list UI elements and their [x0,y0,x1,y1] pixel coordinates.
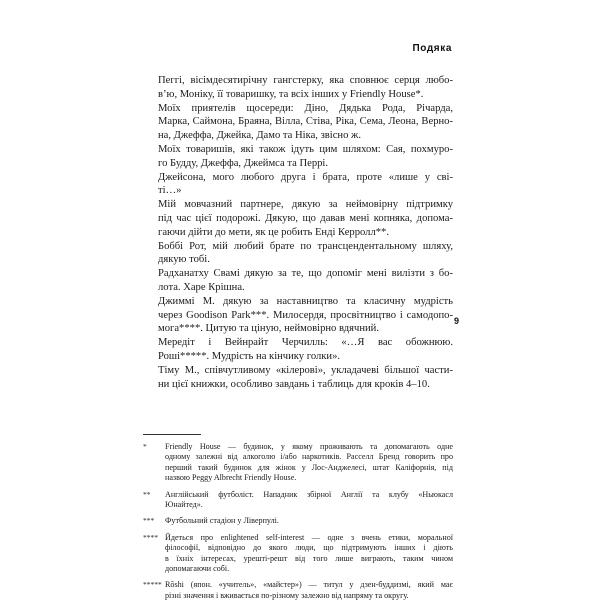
running-header-title: Подяка [412,43,452,54]
text-line: Боббі Рот, мій любий брате по трансцендентальному шляху, [158,240,453,252]
text-line: Моїх товаришів, які також ідуть цим шляхом: Сая, похмуро- [158,143,453,155]
footnote-andy-carroll [143,490,453,511]
text-line: Марка, Саймона, Браяна, Вілла, Стіва, Ріка, Сема, Леона, Верно- [158,116,453,128]
paragraph-silent-partner [143,198,453,239]
text-line: Тіму М., співчутливому «кілерові», укладачеві більшої части- [158,364,453,376]
footnote-mark: ***** [143,580,162,590]
text-line: Мередіт і Вейнрайт Черчилль: «…Я вас обожнюю. [158,337,453,349]
footnote-line: різні значення і вживається по-різному залежно від напряму та округу. [165,590,409,600]
footnote-line: Юнайтед». [165,500,203,510]
text-line: Моїх приятелів щосереди: Діно, Дядька Рода, Річарда, [158,102,453,114]
text-line: го Будду, Джеффа, Джеймса та Перрі. [158,157,329,169]
paragraph-meredith-wainwright [143,336,453,364]
text-line: під час цієї подорожі. Дякую, що давав мені копняка, допома- [158,212,453,224]
footnote-mark: * [143,442,147,451]
text-line: на, Джеффа, Джейка, Дамо та Ніка, звісно ж. [158,130,362,142]
text-line: ни цієї книжки, особливо завдань і таблиць для кроків 4–10. [158,378,430,390]
footnote-goodison-park [143,516,453,526]
text-line: в’ю, Моніку, її товаришку, та всіх інших у Friendly House*. [158,88,424,100]
paragraph-radhanath-swami [143,267,453,295]
text-line: через Goodison Park***. Милосердя, просвітництво і самодопо- [158,309,453,321]
text-line: Пеггі, вісімдесятирічну гангстерку, яка сповнює серця любо- [158,75,453,86]
paragraph-jason [143,171,453,199]
footnote-roshi [143,580,453,601]
paragraph-tim-m [143,364,453,392]
footnote-separator [143,434,201,435]
text-line: дякую тобі. [158,254,210,266]
footnote-mark: ** [143,489,151,499]
acknowledgements-body [143,74,453,391]
footnote-line: в їхніх інтересах, урешті-решт від того лише виграють, таким чином [165,553,453,563]
footnote-line: одному залежні від алкоголю і/або наркотиків. Расселл Бренд говорить про [165,452,453,462]
text-line: ті…» [158,185,182,197]
paragraph-fellow-travellers [143,143,453,171]
paragraph-bobby-roth [143,240,453,268]
footnote-line: Англійський футболіст. Нападник збірної Англії та клубу «Ньюкасл [165,489,453,499]
footnote-line: Friendly House — будинок, у якому проживають та допомагають одне [165,442,453,451]
footnote-friendly-house [143,442,453,484]
text-line: лота. Харе Крішна. [158,281,245,293]
text-line: Джейсона, мого любого друга і брата, проте «лише у сві- [158,171,453,183]
footnote-line: Футбольний стадіон у Ліверпулі. [165,516,279,526]
paragraph-peggy [143,74,453,102]
footnote-line: Йдеться про enlightened self-interest — одне з вчень етики, моральної [165,532,453,542]
footnote-line: назвою Peggy Albrecht Friendly House. [165,473,297,483]
footnote-mark: *** [143,516,155,526]
footnote-line: допомагаючи собі. [165,564,230,574]
page-number: 9 [454,316,460,326]
footnote-enlightened-self-interest [143,533,453,575]
footnote-line: Rōshi (япон. «учитель», «майстер») — титул у дзен-буддизмі, який має [165,580,453,590]
text-line: Мій мовчазний партнере, дякую за неймовірну підтримку [158,199,453,211]
text-line: мога****. Цитую та ціную, неймовірно вдячний. [158,323,379,335]
paragraph-wednesday-friends [143,102,453,143]
footnote-line: філософії, відповідно до якого люди, що підтримують інших і діють [165,543,453,553]
paragraph-jimmy-m [143,295,453,336]
text-line: гаючи дійти до мети, як це робить Енді Керролл**. [158,226,389,238]
text-line: Радханатху Свамі дякую за те, що допоміг мені вилізти з бо- [158,268,453,280]
footnote-mark: **** [143,532,158,542]
footnotes [143,442,453,607]
text-line: Джиммі М. дякую за наставництво та класичну мудрість [158,295,453,307]
text-line: Роші*****. Мудрість на кінчику голки». [158,350,341,362]
footnote-line: перший такий будинок для жінок у Лос-Анджелесі, штат Каліфорнія, під [165,462,453,472]
